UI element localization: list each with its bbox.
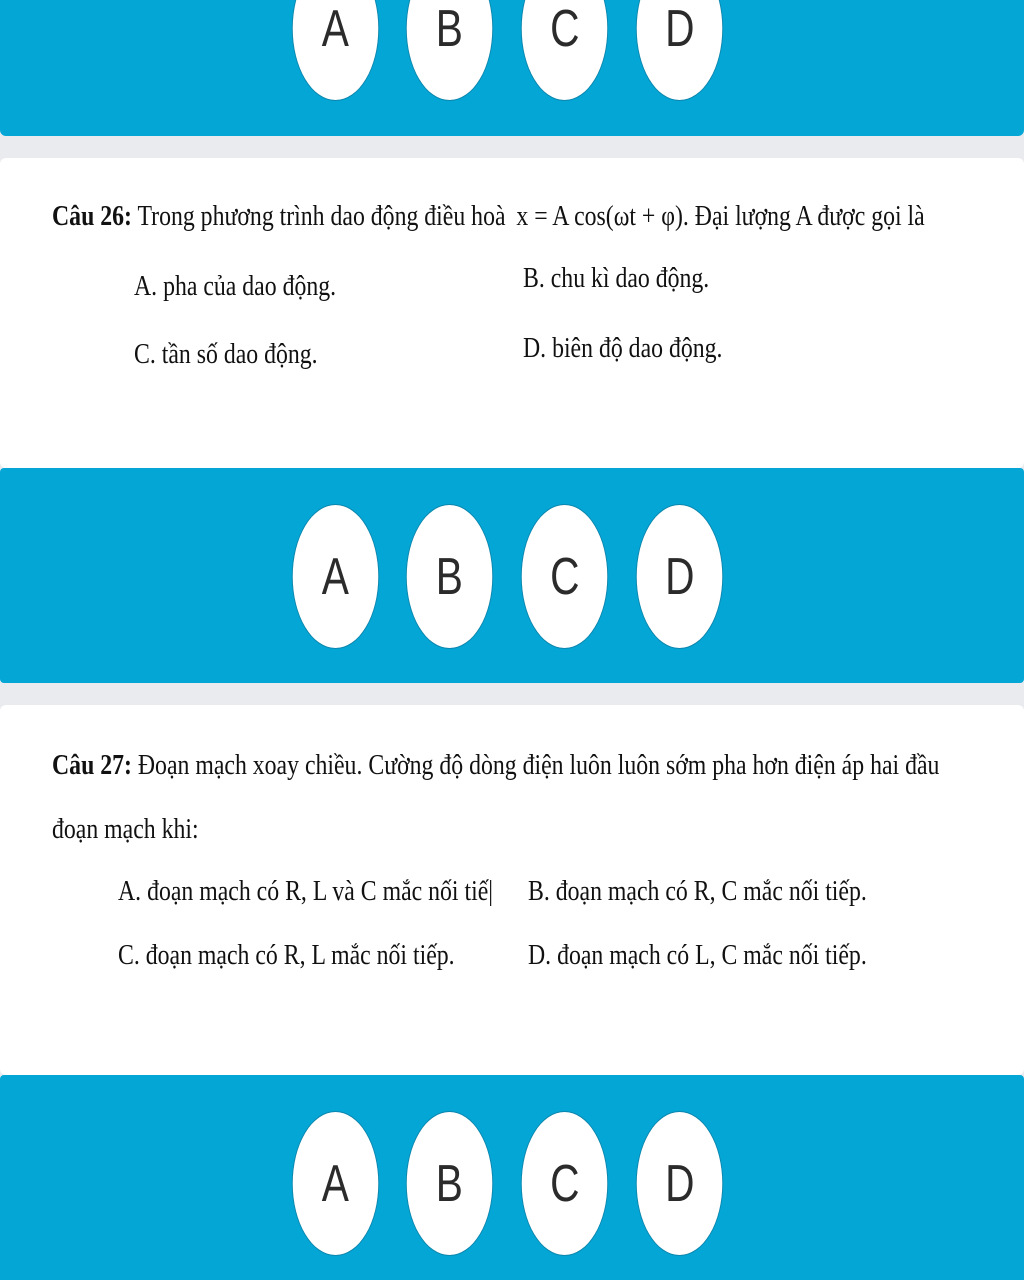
answer-options — [289, 505, 729, 648]
option-c-label: C — [549, 1154, 580, 1213]
answer-bar-q25 — [0, 0, 1024, 136]
option-d-button[interactable] — [637, 0, 723, 100]
option-a-label: A — [321, 1154, 350, 1213]
question-26-choice-a: A. pha của dao động. — [134, 270, 337, 302]
option-c-button[interactable] — [522, 1112, 608, 1255]
option-d-button[interactable] — [637, 505, 723, 648]
question-27-choice-a: A. đoạn mạch có R, L và C mắc nối tiế| — [118, 875, 494, 907]
option-d-label: D — [664, 0, 695, 58]
question-27-choice-d: D. đoạn mạch có L, C mắc nối tiếp. — [528, 939, 867, 971]
question-27-choice-b: B. đoạn mạch có R, C mắc nối tiếp. — [528, 875, 867, 907]
option-c-button[interactable] — [522, 0, 608, 100]
option-c-button[interactable] — [522, 505, 608, 648]
question-26-choice-b: B. chu kì dao động. — [523, 262, 710, 294]
question-26-choice-c: C. tần số dao động. — [134, 338, 318, 370]
option-d-label: D — [664, 1154, 695, 1213]
answer-bar-q27 — [0, 1075, 1024, 1280]
option-b-button[interactable] — [407, 505, 493, 648]
option-b-button[interactable] — [407, 1112, 493, 1255]
option-c-label: C — [549, 0, 580, 58]
option-d-button[interactable] — [637, 1112, 723, 1255]
option-c-label: C — [549, 547, 580, 606]
option-a-button[interactable] — [293, 0, 379, 100]
option-a-button[interactable] — [293, 505, 379, 648]
question-27-choice-c: C. đoạn mạch có R, L mắc nối tiếp. — [118, 939, 455, 971]
option-a-label: A — [321, 0, 350, 58]
answer-options — [289, 1112, 729, 1255]
question-26-stem — [52, 200, 925, 233]
question-27-text: Đoạn mạch xoay chiều. Cường độ dòng điện luôn luôn sớm pha hơn điện áp hai đầu — [137, 749, 940, 781]
option-a-button[interactable] — [293, 1112, 379, 1255]
question-27-label: Câu 27: — [52, 749, 132, 781]
option-a-label: A — [321, 547, 350, 606]
question-card-26 — [0, 158, 1024, 468]
question-26-formula: x = A cos(ωt + φ) — [516, 200, 683, 232]
question-card-27 — [0, 705, 1024, 1075]
question-26-choice-d: D. biên độ dao động. — [523, 332, 723, 364]
option-b-label: B — [435, 1154, 464, 1213]
question-26-text-end: . Đại lượng A được gọi là — [682, 200, 925, 232]
question-27-stem-line1 — [52, 749, 939, 782]
answer-options — [289, 0, 729, 100]
option-b-label: B — [435, 547, 464, 606]
question-27-stem-line2: đoạn mạch khi: — [52, 813, 199, 845]
question-26-text: Trong phương trình dao động điều hoà — [137, 200, 506, 232]
option-d-label: D — [664, 547, 695, 606]
option-b-label: B — [435, 0, 464, 58]
answer-bar-q26 — [0, 468, 1024, 683]
question-26-label: Câu 26: — [52, 200, 132, 232]
option-b-button[interactable] — [407, 0, 493, 100]
